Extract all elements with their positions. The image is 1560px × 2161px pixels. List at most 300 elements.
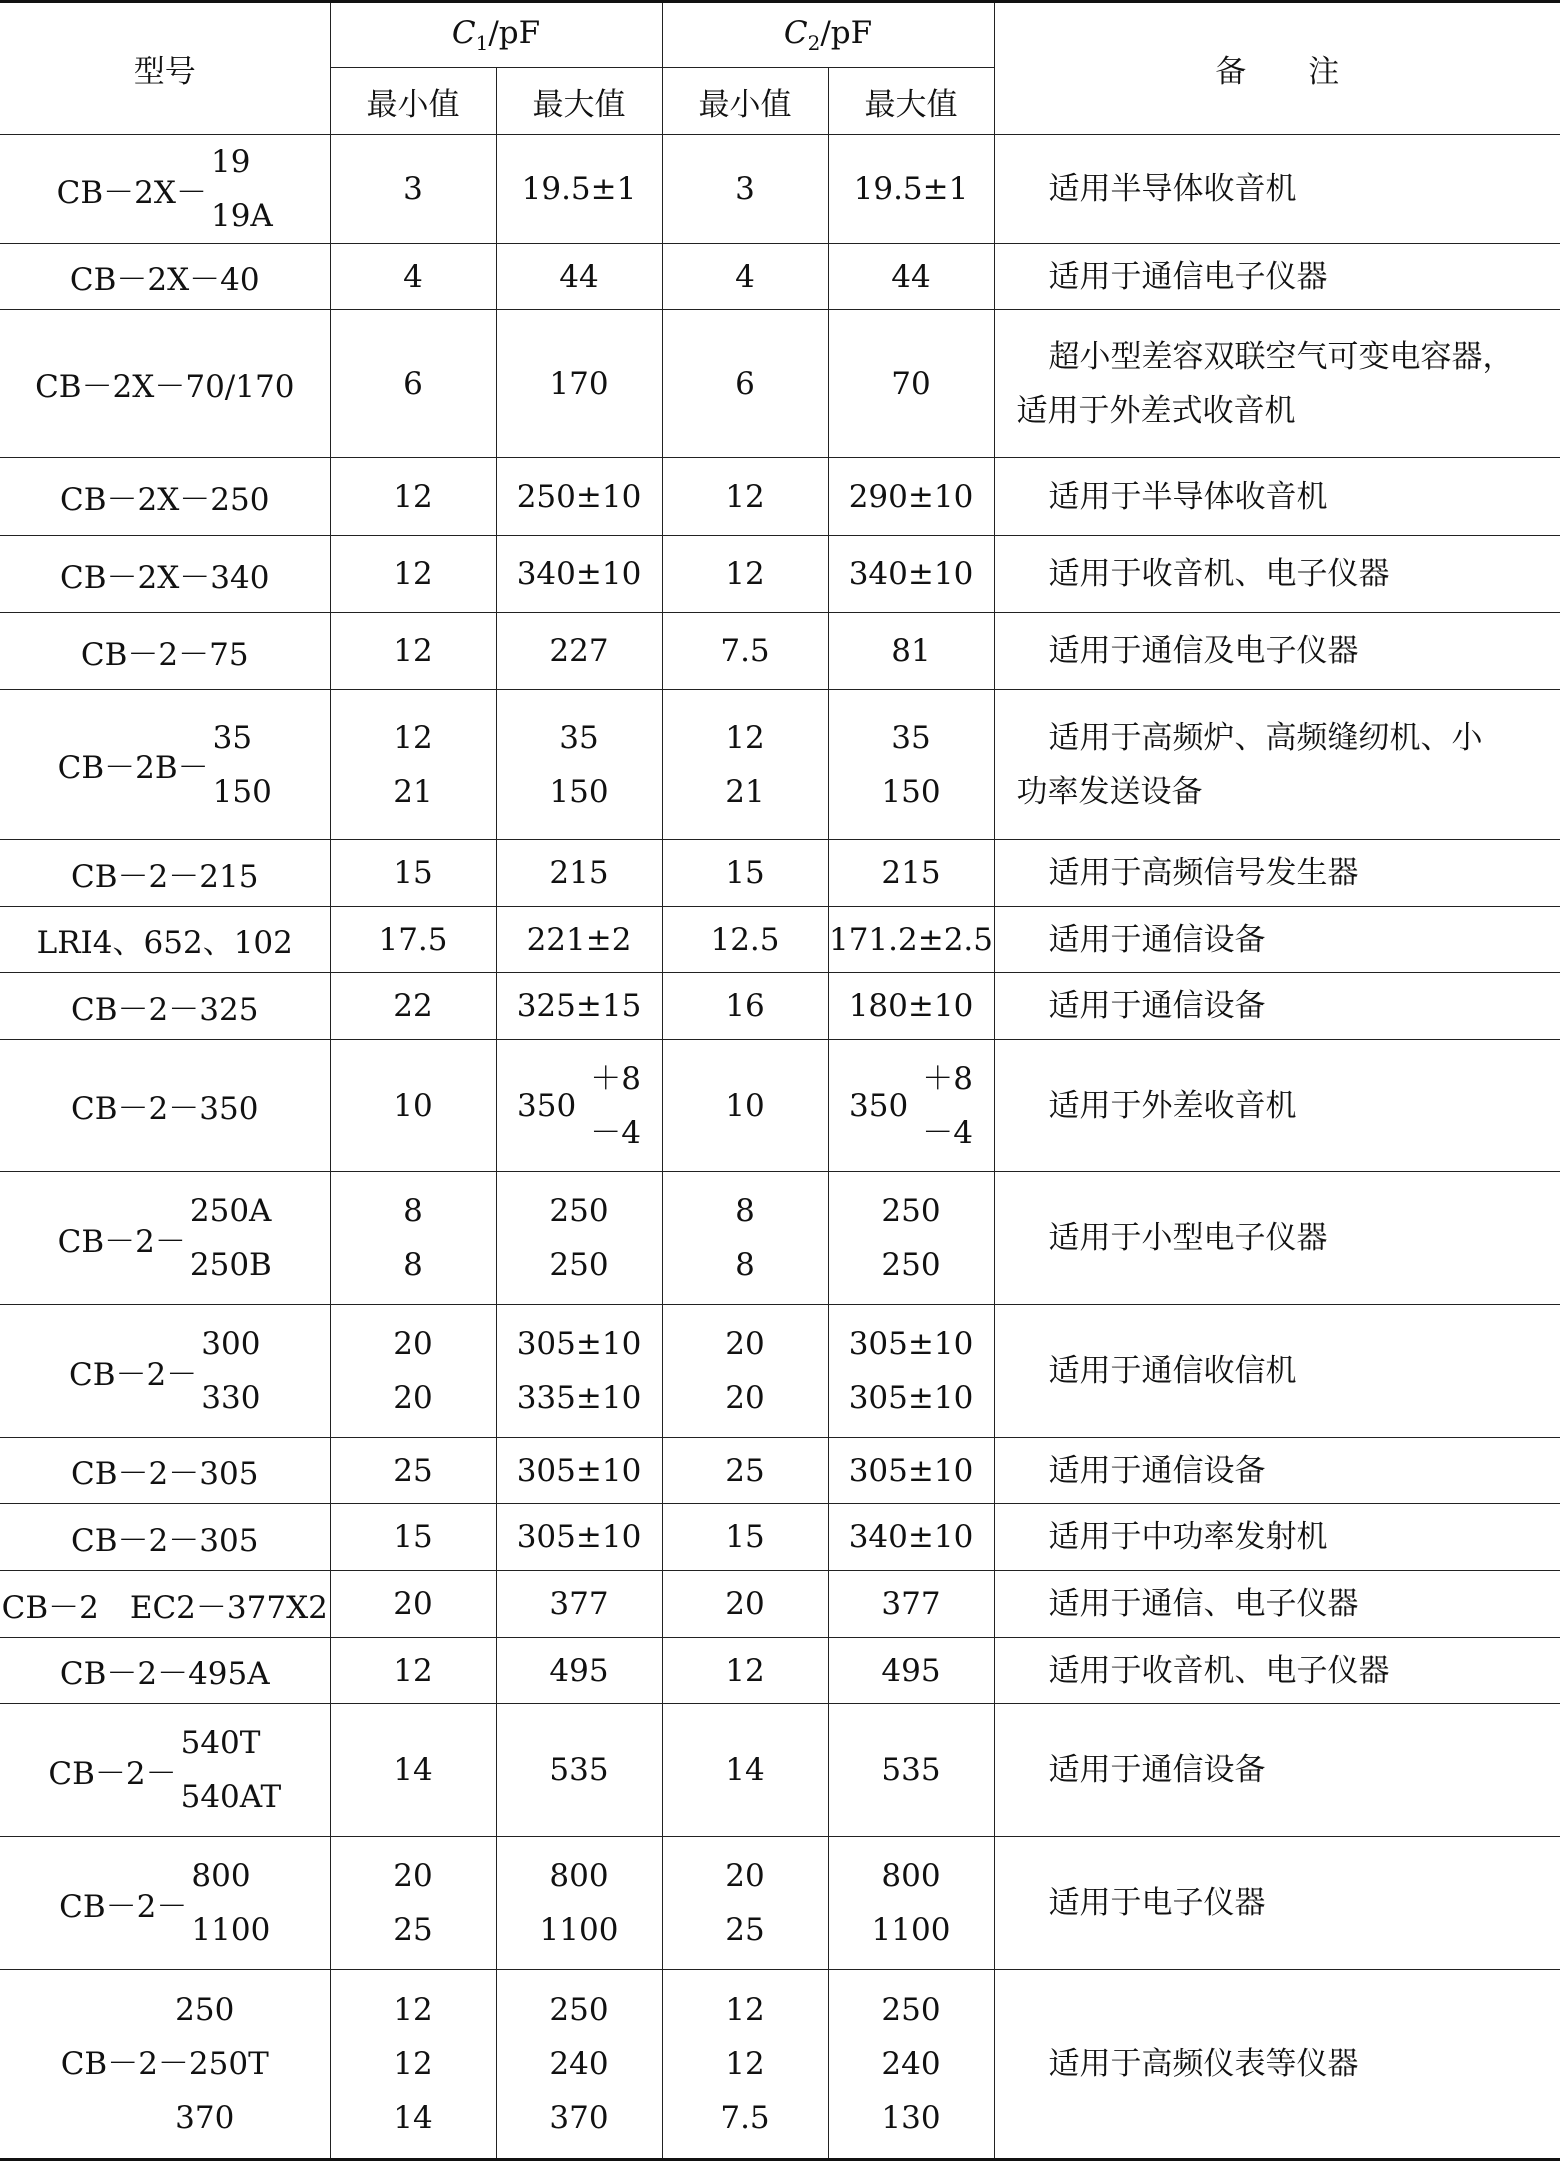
c1-max-line: 377: [549, 1586, 609, 1622]
header-c1-min: 最小值: [330, 68, 496, 135]
note-cell: [994, 973, 1560, 1040]
model-cell: [0, 1837, 330, 1970]
note-text: 适用于通信设备: [1048, 1452, 1266, 1489]
note-text: 适用于收音机、电子仪器: [1048, 556, 1390, 592]
table-row: [0, 1040, 1560, 1172]
c1-max-line: 305±10: [516, 1326, 642, 1362]
c2-max-cell: [828, 1172, 994, 1305]
model-cell: LRI4、652、102: [0, 907, 330, 973]
c1-max-line: 370: [549, 2100, 609, 2136]
c1-max-cell: [496, 1638, 662, 1704]
c1-min-line: 12: [393, 2046, 433, 2082]
c2-min-cell: [662, 690, 828, 840]
c1-min-line: 17.5: [378, 921, 448, 958]
note-cell: [994, 536, 1560, 613]
note-line: [1017, 1211, 1547, 1265]
c2-max-line: 81: [891, 633, 931, 669]
c1-max-cell: [496, 458, 662, 536]
c2-min-line: 12.5: [710, 921, 780, 958]
c1-min-cell: [330, 1970, 496, 2160]
note-cell: [994, 613, 1560, 690]
header-c2-min: 最小值: [662, 68, 828, 135]
c1-max-line: 240: [549, 2046, 609, 2082]
tolerance-plus: ＋8: [922, 1060, 973, 1097]
note-line: [1017, 1444, 1547, 1498]
c2-min-cell: [662, 1504, 828, 1571]
c2-max-cell: [828, 1040, 994, 1172]
model-variants: [190, 1184, 272, 1292]
note-text: 适用于电子仪器: [1048, 1885, 1266, 1921]
c2-max-cell: [828, 1837, 994, 1970]
c2-max-cell: [828, 536, 994, 613]
c2-max-line: 340±10: [848, 556, 974, 592]
note-cell: [994, 907, 1560, 973]
model-variant: 300: [201, 1326, 261, 1362]
c2-max-line: 250: [881, 1247, 941, 1283]
c1-max-line: 250: [549, 1992, 609, 2028]
c1-min-cell: [330, 840, 496, 907]
model-variant-group: [58, 711, 272, 819]
note-text: 适用于外差式收音机: [1016, 392, 1296, 429]
note-cell: [994, 1504, 1560, 1571]
c2-min-cell: [662, 1040, 828, 1172]
c2-max-line: 19.5±1: [853, 171, 969, 207]
note-cell: [994, 840, 1560, 907]
model-cell: CB－2X－340: [0, 536, 330, 613]
tolerance-stack: [590, 1052, 641, 1160]
note-text: 适用于小型电子仪器: [1048, 1220, 1328, 1256]
c1-min-line: 12: [393, 478, 433, 515]
note-cell: [994, 1970, 1560, 2160]
c2-min-line: 14: [725, 1752, 765, 1788]
c2-max-line: 171.2±2.5: [828, 921, 994, 958]
note-cell: [994, 1704, 1560, 1837]
tolerance-value: [849, 1052, 973, 1160]
c2-min-line: 4: [735, 258, 755, 295]
c2-min-line: 12: [725, 719, 765, 756]
note-text: 适用于通信收信机: [1048, 1353, 1297, 1389]
c1-max-line: 221±2: [526, 921, 632, 958]
c2-max-line: 70: [891, 365, 931, 402]
c1-max-cell: [496, 907, 662, 973]
c2-min-cell: [662, 1305, 828, 1438]
c2-max-line: 240: [881, 2046, 941, 2082]
c2-min-line: 25: [725, 1452, 765, 1489]
c2-min-cell: [662, 1638, 828, 1704]
c2-max-line: 305±10: [848, 1326, 974, 1362]
note-line: [1017, 846, 1547, 900]
c2-max-cell: [828, 1704, 994, 1837]
c1-max-cell: [496, 1172, 662, 1305]
model-variant: 35: [212, 719, 253, 756]
c1-max-line: 250: [549, 1193, 609, 1229]
note-line: [1017, 1876, 1547, 1930]
c1-min-line: 15: [393, 855, 433, 891]
c2-max-cell: [828, 973, 994, 1040]
c2-min-cell: [662, 1970, 828, 2160]
c2-min-line: 10: [725, 1087, 765, 1124]
note-text: 适用于通信设备: [1048, 921, 1266, 958]
c2-max-cell: [828, 1504, 994, 1571]
note-text: 适用于高频信号发生器: [1048, 855, 1359, 891]
c2-min-line: 15: [725, 855, 765, 891]
note-line: [1017, 765, 1547, 819]
model-variant-group: [58, 1184, 272, 1292]
note-cell: [994, 135, 1560, 244]
note-line: [1017, 624, 1547, 678]
model-cell: CB－2－305: [0, 1438, 330, 1504]
table-row: [0, 1172, 1560, 1305]
header-c1: $C_1/pF$: [330, 2, 662, 68]
c2-max-cell: [828, 1571, 994, 1638]
tolerance-minus: －4: [590, 1114, 641, 1151]
model-base: CB－2B－: [57, 750, 209, 786]
c1-min-line: 12: [393, 633, 433, 669]
c1-min-line: 22: [393, 988, 433, 1024]
table-row: [0, 458, 1560, 536]
c2-max-line: 340±10: [848, 1519, 974, 1555]
c1-min-cell: [330, 1638, 496, 1704]
tolerance-value: [517, 1052, 641, 1160]
tolerance-plus: ＋8: [590, 1060, 641, 1097]
c2-min-cell: [662, 1172, 828, 1305]
c1-min-line: 25: [393, 1452, 433, 1489]
c1-min-line: 12: [393, 1992, 433, 2028]
model-line: CB－2－250T: [60, 2046, 269, 2082]
c1-min-line: 20: [393, 1586, 433, 1622]
note-line: [1017, 979, 1547, 1033]
model-variant: 250A: [189, 1193, 272, 1229]
c1-max-cell: [496, 690, 662, 840]
c2-min-cell: [662, 1704, 828, 1837]
c1-max-cell: [496, 1970, 662, 2160]
c2-min-line: 7.5: [720, 633, 770, 669]
note-text: 适用于高频仪表等仪器: [1048, 2046, 1359, 2082]
model-cell: CB－2X－250: [0, 458, 330, 536]
table-row: [0, 135, 1560, 244]
model-base: CB－2－: [59, 1888, 188, 1925]
note-line: [1017, 1344, 1547, 1398]
c1-min-cell: [330, 310, 496, 458]
note-cell: [994, 1571, 1560, 1638]
c1-max-cell: [496, 135, 662, 244]
header-c2-max: 最大值: [828, 68, 994, 135]
note-cell: [994, 1172, 1560, 1305]
c1-min-cell: [330, 613, 496, 690]
c2-max-cell: [828, 458, 994, 536]
c1-min-line: 12: [393, 1652, 433, 1689]
note-line: [1017, 162, 1547, 216]
c2-min-cell: [662, 244, 828, 310]
note-cell: [994, 1837, 1560, 1970]
c1-max-line: 170: [549, 365, 609, 402]
c1-min-line: 20: [393, 1380, 433, 1416]
table-row: [0, 1970, 1560, 2160]
model-line: 250: [175, 1992, 235, 2028]
c2-min-line: 25: [725, 1912, 765, 1948]
model-cell: [0, 135, 330, 244]
model-cell: CB－2X－40: [0, 244, 330, 310]
c1-max-cell: [496, 973, 662, 1040]
model-cell: CB－2－215: [0, 840, 330, 907]
c1-min-cell: [330, 1571, 496, 1638]
model-base: CB－2－: [57, 1223, 186, 1260]
c2-min-line: 12: [725, 478, 765, 515]
c2-max-line: 290±10: [848, 478, 974, 515]
table-row: [0, 1638, 1560, 1704]
note-text: 适用半导体收音机: [1048, 171, 1297, 207]
model-variants: [213, 711, 272, 819]
c2-min-line: 12: [725, 1652, 765, 1689]
model-variant: 800: [191, 1858, 251, 1894]
model-base: CB－2－: [48, 1755, 177, 1792]
c1-min-line: 12: [393, 719, 433, 756]
model-variants: [211, 135, 273, 243]
c2-min-line: 20: [725, 1380, 765, 1416]
note-text: 适用于通信、电子仪器: [1048, 1586, 1359, 1622]
c2-max-line: 130: [881, 2100, 941, 2136]
table-row: [0, 973, 1560, 1040]
note-line: [1017, 2037, 1547, 2091]
c2-min-cell: [662, 458, 828, 536]
c1-max-cell: [496, 310, 662, 458]
c1-max-line: 44: [559, 258, 599, 295]
c2-min-cell: [662, 973, 828, 1040]
model-base: CB－2－: [69, 1356, 198, 1393]
c2-min-line: 21: [725, 773, 765, 810]
c2-max-line: 535: [881, 1752, 941, 1788]
c1-max-cell: [496, 1837, 662, 1970]
c1-max-cell: [496, 1438, 662, 1504]
tolerance-base: 350: [849, 1087, 909, 1124]
note-line: [1017, 1577, 1547, 1631]
c1-max-line: 305±10: [516, 1519, 642, 1555]
c2-max-cell: [828, 907, 994, 973]
c2-max-line: 150: [881, 773, 941, 810]
c1-min-cell: [330, 1438, 496, 1504]
c2-min-cell: [662, 1571, 828, 1638]
table-row: [0, 840, 1560, 907]
c1-max-line: 250±10: [516, 478, 642, 515]
note-text: 适用于通信设备: [1048, 988, 1266, 1024]
note-cell: [994, 1040, 1560, 1172]
c1-min-cell: [330, 458, 496, 536]
table-row: [0, 1837, 1560, 1970]
c2-min-line: 12: [725, 556, 765, 592]
c1-min-cell: [330, 1172, 496, 1305]
c1-max-line: 19.5±1: [521, 171, 637, 207]
c2-max-cell: [828, 1970, 994, 2160]
c2-min-line: 7.5: [720, 2100, 770, 2136]
c1-max-line: 35: [559, 719, 599, 756]
c2-min-line: 16: [725, 988, 765, 1024]
c1-min-line: 21: [393, 773, 433, 810]
c1-min-cell: [330, 536, 496, 613]
c1-max-cell: [496, 1571, 662, 1638]
c2-min-cell: [662, 310, 828, 458]
header-c2: $C_2/pF$: [662, 2, 994, 68]
note-line: [1017, 384, 1547, 438]
model-variants: [191, 1849, 270, 1957]
note-text: 适用于收音机、电子仪器: [1048, 1652, 1390, 1689]
table-row: [0, 1704, 1560, 1837]
note-line: [1017, 470, 1547, 524]
c2-min-cell: [662, 840, 828, 907]
model-base: CB－2X－: [56, 174, 207, 211]
note-cell: [994, 458, 1560, 536]
c2-min-line: 20: [725, 1326, 765, 1362]
c1-max-line: 495: [549, 1652, 609, 1689]
header-model: 型号: [0, 2, 330, 135]
c1-min-cell: [330, 1504, 496, 1571]
c2-max-cell: [828, 1438, 994, 1504]
c1-min-cell: [330, 1040, 496, 1172]
table-row: [0, 613, 1560, 690]
c1-max-line: 227: [549, 633, 609, 669]
c2-max-line: 215: [881, 855, 941, 891]
note-text: 适用于外差收音机: [1048, 1087, 1297, 1124]
model-variant-group: [69, 1317, 260, 1425]
c1-max-cell: [496, 1040, 662, 1172]
c2-min-line: 20: [725, 1858, 765, 1894]
model-cell: [0, 690, 330, 840]
c2-max-line: 1100: [871, 1912, 951, 1948]
c1-max-cell: [496, 1504, 662, 1571]
c1-max-cell: [496, 840, 662, 907]
c1-max-cell: [496, 1704, 662, 1837]
c2-min-line: 12: [725, 1992, 765, 2028]
c1-min-line: 10: [393, 1087, 433, 1124]
note-text: 适用于通信电子仪器: [1048, 258, 1328, 295]
c2-max-line: 44: [891, 258, 931, 295]
c1-min-cell: [330, 690, 496, 840]
c1-max-line: 150: [549, 773, 609, 810]
model-variant: 250B: [189, 1247, 272, 1283]
note-line: [1017, 913, 1547, 967]
note-text: 适用于半导体收音机: [1048, 478, 1328, 515]
c1-min-line: 8: [403, 1193, 423, 1229]
note-cell: [994, 1638, 1560, 1704]
note-cell: [994, 310, 1560, 458]
c2-min-line: 20: [725, 1586, 765, 1622]
table-row: [0, 1305, 1560, 1438]
model-cell: CB－2－325: [0, 973, 330, 1040]
note-cell: [994, 1438, 1560, 1504]
model-variant: 1100: [191, 1912, 271, 1948]
note-line: [1017, 1743, 1547, 1797]
c1-max-cell: [496, 244, 662, 310]
table-row: [0, 1504, 1560, 1571]
c2-max-cell: [828, 613, 994, 690]
c1-min-line: 20: [393, 1858, 433, 1894]
model-variants: [181, 1716, 282, 1824]
c2-max-cell: [828, 1638, 994, 1704]
c1-max-cell: [496, 1305, 662, 1438]
model-variant: 19: [210, 144, 251, 180]
c1-min-line: 14: [393, 1752, 433, 1788]
c1-max-line: 215: [549, 855, 609, 891]
c1-min-cell: [330, 1704, 496, 1837]
c1-max-line: 250: [549, 1247, 609, 1283]
header-c1-max: 最大值: [496, 68, 662, 135]
model-variant: 540T: [180, 1725, 261, 1761]
c2-min-line: 8: [735, 1247, 755, 1283]
c1-min-line: 12: [393, 556, 433, 592]
note-line: [1017, 250, 1547, 304]
c2-max-cell: [828, 310, 994, 458]
c2-min-line: 3: [735, 171, 755, 207]
model-variant-group: [48, 1716, 281, 1824]
c2-max-cell: [828, 840, 994, 907]
c2-min-line: 12: [725, 2046, 765, 2082]
c1-max-line: 800: [549, 1858, 609, 1894]
note-text: 超小型差容双联空气可变电容器，: [1048, 338, 1514, 375]
c1-max-line: 340±10: [516, 556, 642, 592]
note-text: 适用于高频炉、高频缝纫机、小: [1048, 719, 1483, 756]
c1-max-line: 535: [549, 1752, 609, 1788]
c1-min-cell: [330, 1837, 496, 1970]
c2-max-line: 495: [881, 1652, 941, 1689]
c1-min-line: 3: [403, 171, 423, 207]
note-cell: [994, 1305, 1560, 1438]
c1-min-line: 4: [403, 258, 423, 295]
c1-max-line: 1100: [539, 1912, 619, 1948]
table-row: [0, 536, 1560, 613]
c1-min-line: 20: [393, 1326, 433, 1362]
c2-max-line: 250: [881, 1992, 941, 2028]
c2-max-line: 377: [881, 1586, 941, 1622]
model-cell: [0, 1172, 330, 1305]
c1-min-cell: [330, 135, 496, 244]
model-cell: CB－2 EC2－377X2: [0, 1571, 330, 1638]
table-row: [0, 244, 1560, 310]
c2-max-line: 305±10: [848, 1380, 974, 1416]
c2-min-cell: [662, 907, 828, 973]
note-line: [1017, 1079, 1547, 1133]
c1-min-line: 6: [403, 365, 423, 402]
c2-max-line: 180±10: [848, 988, 974, 1024]
model-variant: 540AT: [180, 1779, 282, 1815]
model-cell: CB－2－75: [0, 613, 330, 690]
note-line: [1017, 330, 1547, 384]
note-text: 适用于通信及电子仪器: [1048, 633, 1359, 669]
c2-min-cell: [662, 536, 828, 613]
c2-max-line: 305±10: [848, 1452, 974, 1489]
note-line: [1017, 1644, 1547, 1698]
tolerance-base: 350: [517, 1087, 577, 1124]
c1-min-cell: [330, 244, 496, 310]
model-cell: [0, 1970, 330, 2160]
note-text: 适用于通信设备: [1048, 1752, 1266, 1788]
c1-max-cell: [496, 613, 662, 690]
note-text: 适用于中功率发射机: [1048, 1519, 1328, 1555]
table-row: [0, 310, 1560, 458]
model-cell: CB－2X－70/170: [0, 310, 330, 458]
c1-min-line: 8: [403, 1247, 423, 1283]
c2-min-line: 6: [735, 365, 755, 402]
note-line: [1017, 547, 1547, 601]
c1-min-cell: [330, 973, 496, 1040]
model-cell: [0, 1305, 330, 1438]
model-line: 370: [175, 2100, 235, 2136]
c2-min-cell: [662, 1837, 828, 1970]
c2-max-cell: [828, 244, 994, 310]
model-cell: CB－2－305: [0, 1504, 330, 1571]
table-row: [0, 690, 1560, 840]
model-variant: 150: [212, 773, 272, 810]
c1-min-line: 14: [393, 2100, 433, 2136]
c2-max-line: 250: [881, 1193, 941, 1229]
